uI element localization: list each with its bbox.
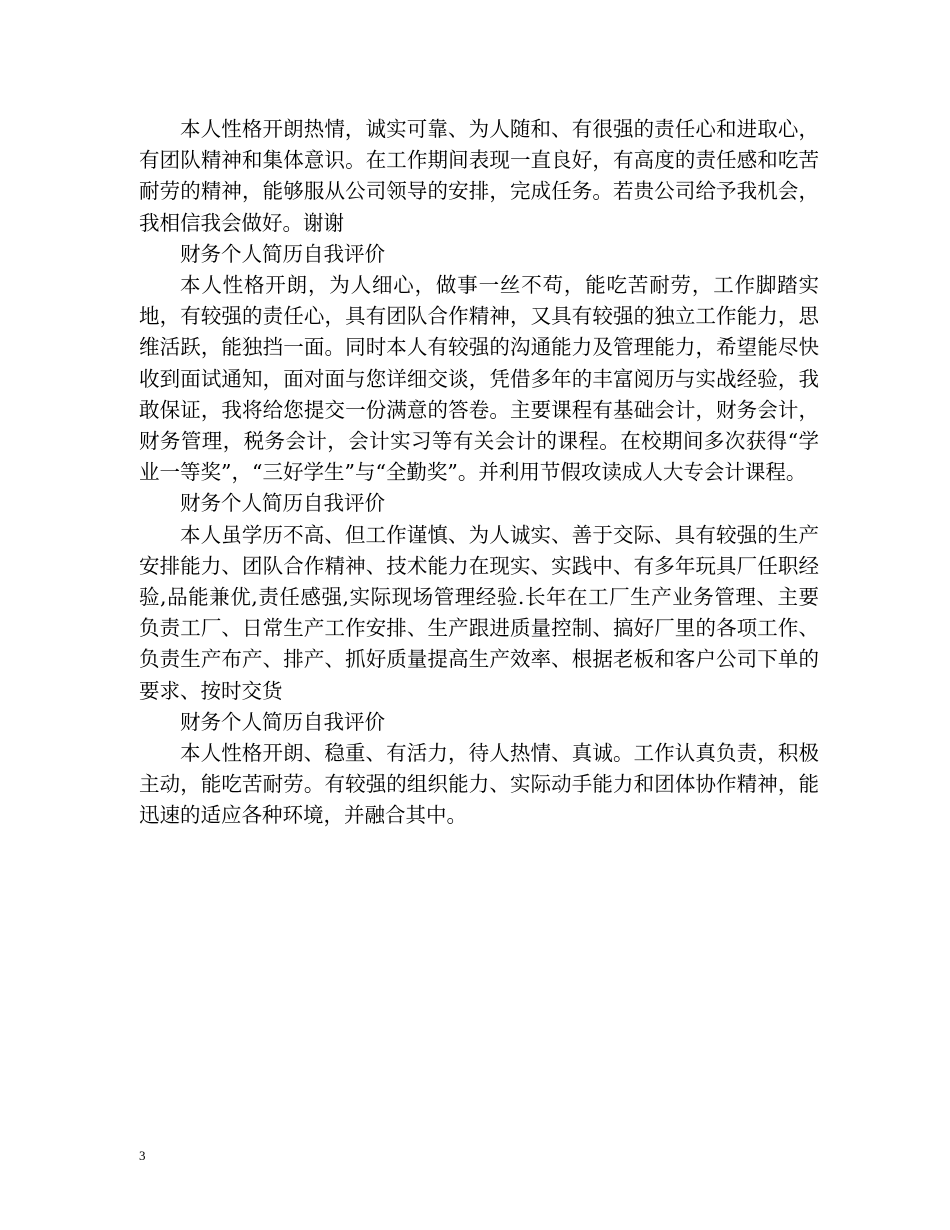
section-heading: 财务个人简历自我评价 xyxy=(180,709,385,734)
paragraph-finance-1: 本人性格开朗，为人细心，做事一丝不苟，能吃苦耐劳，工作脚踏实地，有较强的责任心，具有团队合作精神，又具有较强的独立工作能力，思维活跃，能独挡一面。同时本人有较强的沟通能力及管理能力，希望能尽快收到面试通知，面对面与您详细交谈，凭借多年的丰富阅历与实战经验，我敢保证，我将给您提交一份满意的答卷。主要课程有基础会计，财务会计，财务管理，税务会计，会计实习等有关会计的课程。在校期间多次获得“学业一等奖”，“三好学生”与“全勤奖”。并利用节假攻读成人大专会计课程。 xyxy=(139,273,819,485)
document-body xyxy=(139,114,819,832)
section-heading: 财务个人简历自我评价 xyxy=(180,491,385,516)
paragraph-production: 本人虽学历不高、但工作谨慎、为人诚实、善于交际、具有较强的生产安排能力、团队合作精神、技术能力在现实、实践中、有多年玩具厂任职经验,品能兼优,责任感强,实际现场管理经验.长年在工厂生产业务管理、主要负责工厂、日常生产工作安排、生产跟进质量控制、搞好厂里的各项工作、负责生产布产、排产、抓好质量提高生产效率、根据老板和客户公司下单的要求、按时交货 xyxy=(139,522,819,703)
paragraph-personality: 本人性格开朗、稳重、有活力，待人热情、真诚。工作认真负责，积极主动，能吃苦耐劳。有较强的组织能力、实际动手能力和团体协作精神，能迅速的适应各种环境，并融合其中。 xyxy=(139,741,819,828)
section-heading: 财务个人简历自我评价 xyxy=(180,241,385,266)
page-number: 3 xyxy=(139,1148,146,1163)
paragraph-intro: 本人性格开朗热情，诚实可靠、为人随和、有很强的责任心和进取心，有团队精神和集体意识。在工作期间表现一直良好，有高度的责任感和吃苦耐劳的精神，能够服从公司领导的安排，完成任务。若贵公司给予我机会，我相信我会做好。谢谢 xyxy=(139,117,819,235)
